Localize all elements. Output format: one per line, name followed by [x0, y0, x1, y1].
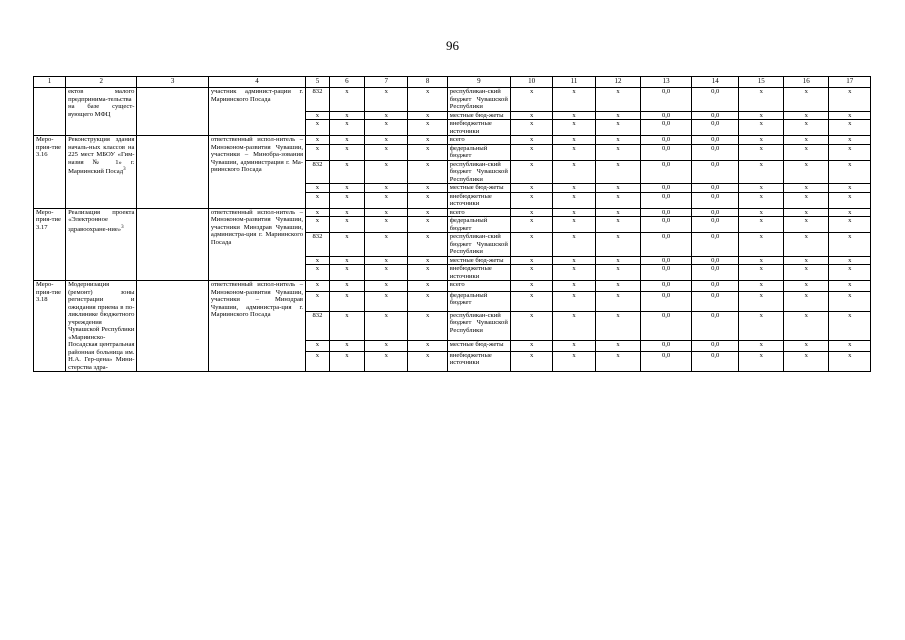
cell-c8: x [408, 265, 447, 281]
cell-c16: x [783, 311, 829, 340]
cell-c13: 0,0 [641, 88, 692, 112]
cell-c17: x [829, 208, 871, 217]
cell-c13: 0,0 [641, 233, 692, 257]
cell-c9: всего [447, 208, 510, 217]
cell-c5: x [306, 256, 330, 265]
cell-c14: 0,0 [691, 144, 739, 160]
cell-c5: 832 [306, 311, 330, 340]
cell-c5: 832 [306, 160, 330, 184]
cell-c12: x [595, 208, 641, 217]
cell-c9: всего [447, 136, 510, 145]
cell-c7: x [365, 88, 408, 112]
cell-c8: x [408, 111, 447, 120]
cell-c6: x [329, 233, 364, 257]
cell-c5: 832 [306, 88, 330, 112]
cell-c7: x [365, 160, 408, 184]
cell-c12: x [595, 341, 641, 352]
cell-c9: республикан-ский бюджет Чувашской Республики [447, 88, 510, 112]
cell-c12: x [595, 217, 641, 233]
cell-c14: 0,0 [691, 88, 739, 112]
cell-c5: x [306, 217, 330, 233]
cell-c17: x [829, 281, 871, 292]
cell-c11: x [553, 192, 595, 208]
cell-c9: федеральный бюджет [447, 144, 510, 160]
cell-c16: x [783, 217, 829, 233]
cell-c15: x [739, 192, 783, 208]
cell-c13: 0,0 [641, 120, 692, 136]
cell-c9: внебюджетные источники [447, 192, 510, 208]
cell-c7: x [365, 351, 408, 371]
measure-number-text: Меро-прия-тие 3.18 [36, 281, 61, 303]
measure-number [34, 208, 66, 281]
cell-c17: x [829, 233, 871, 257]
cell-c11: x [553, 311, 595, 340]
cell-c8: x [408, 120, 447, 136]
column-header-row [34, 77, 871, 88]
cell-c17: x [829, 256, 871, 265]
cell-c9: внебюджетные источники [447, 265, 510, 281]
cell-c10: x [510, 144, 552, 160]
cell-c12: x [595, 136, 641, 145]
cell-c15: x [739, 311, 783, 340]
cell-c17: x [829, 341, 871, 352]
cell-c7: x [365, 291, 408, 311]
cell-c16: x [783, 184, 829, 193]
cell-c5: x [306, 192, 330, 208]
cell-c11: x [553, 184, 595, 193]
measure-name-text: Реализация проекта «Электронное здравоохране-ние» [68, 208, 135, 233]
cell-c15: x [739, 281, 783, 292]
cell-c9: местные бюд-жеты [447, 184, 510, 193]
cell-c13: 0,0 [641, 281, 692, 292]
cell-c7: x [365, 256, 408, 265]
cell-c13: 0,0 [641, 311, 692, 340]
cell-c16: x [783, 291, 829, 311]
cell-c15: x [739, 88, 783, 112]
cell-c6: x [329, 136, 364, 145]
column-header-7: 7 [365, 77, 408, 88]
footnote-marker: 3 [123, 167, 126, 172]
cell-c15: x [739, 265, 783, 281]
column-header-8: 8 [408, 77, 447, 88]
cell-c7: x [365, 192, 408, 208]
measure-executors-text: ответственный испол-нитель – Минэконом-развития Чувашии, участники – Минобра-зования Чувашии, администрация г. Ма-риинского Посада [210, 136, 304, 173]
cell-c8: x [408, 192, 447, 208]
cell-c13: 0,0 [641, 341, 692, 352]
cell-c11: x [553, 160, 595, 184]
cell-c12: x [595, 233, 641, 257]
cell-c15: x [739, 184, 783, 193]
cell-c16: x [783, 208, 829, 217]
cell-c6: x [329, 120, 364, 136]
measure-column-3 [137, 88, 208, 136]
measure-name [66, 136, 137, 209]
cell-c7: x [365, 120, 408, 136]
cell-c12: x [595, 291, 641, 311]
measure-number-text: Меро-прия-тие 3.16 [36, 136, 61, 158]
cell-c11: x [553, 136, 595, 145]
cell-c11: x [553, 233, 595, 257]
cell-c9: республикан-ский бюджет Чувашской Республики [447, 160, 510, 184]
column-header-9: 9 [447, 77, 510, 88]
column-header-5: 5 [306, 77, 330, 88]
cell-c8: x [408, 217, 447, 233]
cell-c8: x [408, 351, 447, 371]
cell-c5: x [306, 208, 330, 217]
cell-c11: x [553, 351, 595, 371]
cell-c9: внебюджетные источники [447, 351, 510, 371]
cell-c14: 0,0 [691, 111, 739, 120]
cell-c16: x [783, 144, 829, 160]
cell-c16: x [783, 341, 829, 352]
cell-c14: 0,0 [691, 341, 739, 352]
cell-c17: x [829, 217, 871, 233]
measure-executors-text: ответственный испол-нитель – Минэконом-развития Чувашии, участники – Минздрав Чувашии, администра-ция г. Мариинского Посада [210, 281, 304, 318]
measure-executors [208, 281, 305, 372]
cell-c7: x [365, 208, 408, 217]
cell-c16: x [783, 192, 829, 208]
cell-c14: 0,0 [691, 217, 739, 233]
cell-c11: x [553, 291, 595, 311]
cell-c6: x [329, 160, 364, 184]
cell-c17: x [829, 291, 871, 311]
cell-c10: x [510, 160, 552, 184]
cell-c10: x [510, 351, 552, 371]
cell-c14: 0,0 [691, 291, 739, 311]
column-header-2: 2 [66, 77, 137, 88]
cell-c9: внебюджетные источники [447, 120, 510, 136]
cell-c6: x [329, 144, 364, 160]
cell-c10: x [510, 88, 552, 112]
cell-c7: x [365, 111, 408, 120]
cell-c10: x [510, 341, 552, 352]
cell-c8: x [408, 233, 447, 257]
cell-c13: 0,0 [641, 291, 692, 311]
cell-c12: x [595, 88, 641, 112]
cell-c15: x [739, 233, 783, 257]
cell-c11: x [553, 88, 595, 112]
cell-c13: 0,0 [641, 192, 692, 208]
cell-c11: x [553, 217, 595, 233]
cell-c12: x [595, 351, 641, 371]
cell-c16: x [783, 120, 829, 136]
cell-c6: x [329, 311, 364, 340]
cell-c14: 0,0 [691, 120, 739, 136]
cell-c14: 0,0 [691, 184, 739, 193]
program-table [33, 76, 871, 372]
cell-c5: x [306, 111, 330, 120]
measure-name-text: Модернизация (ремонт) зоны регистрации и ожидания приема в по-ликлинике бюджетного учреждения Чувашской Республики «Мариинско-Посадская центральная районная больница им. Н.А. Гер-цена» Мини-стерства здра- [68, 281, 135, 371]
cell-c16: x [783, 88, 829, 112]
cell-c6: x [329, 111, 364, 120]
measure-name [66, 281, 137, 372]
cell-c15: x [739, 208, 783, 217]
cell-c15: x [739, 111, 783, 120]
cell-c15: x [739, 217, 783, 233]
cell-c5: x [306, 184, 330, 193]
cell-c7: x [365, 233, 408, 257]
cell-c16: x [783, 136, 829, 145]
column-header-17: 17 [829, 77, 871, 88]
measure-executors [208, 88, 305, 136]
cell-c7: x [365, 217, 408, 233]
cell-c6: x [329, 256, 364, 265]
cell-c15: x [739, 256, 783, 265]
cell-c12: x [595, 311, 641, 340]
cell-c7: x [365, 136, 408, 145]
cell-c5: x [306, 341, 330, 352]
footnote-marker: 3 [121, 224, 124, 230]
cell-c13: 0,0 [641, 208, 692, 217]
cell-c13: 0,0 [641, 136, 692, 145]
table-row [34, 136, 871, 145]
cell-c12: x [595, 281, 641, 292]
cell-c9: республикан-ский бюджет Чувашской Республики [447, 233, 510, 257]
cell-c9: федеральный бюджет [447, 291, 510, 311]
cell-c16: x [783, 111, 829, 120]
cell-c11: x [553, 256, 595, 265]
measure-executors-text: участник админист-рации г. Мариинского Посада [210, 88, 304, 103]
cell-c9: местные бюд-жеты [447, 341, 510, 352]
cell-c7: x [365, 311, 408, 340]
cell-c6: x [329, 88, 364, 112]
cell-c6: x [329, 265, 364, 281]
measure-column-3 [137, 281, 208, 372]
cell-c10: x [510, 136, 552, 145]
column-header-3: 3 [137, 77, 208, 88]
cell-c16: x [783, 233, 829, 257]
cell-c12: x [595, 120, 641, 136]
cell-c5: 832 [306, 233, 330, 257]
cell-c6: x [329, 291, 364, 311]
cell-c17: x [829, 136, 871, 145]
cell-c9: республикан-ский бюджет Чувашской Республики [447, 311, 510, 340]
column-header-14: 14 [691, 77, 739, 88]
cell-c11: x [553, 341, 595, 352]
cell-c6: x [329, 208, 364, 217]
cell-c6: x [329, 341, 364, 352]
measure-executors-text: ответственный испол-нитель – Минэконом-развития Чувашии, участники Минздрав Чувашии, администра-ция г. Мариинского Посада [210, 208, 304, 246]
measure-executors [208, 136, 305, 209]
cell-c14: 0,0 [691, 265, 739, 281]
cell-c8: x [408, 256, 447, 265]
cell-c7: x [365, 265, 408, 281]
column-header-11: 11 [553, 77, 595, 88]
cell-c8: x [408, 341, 447, 352]
cell-c7: x [365, 184, 408, 193]
measure-column-3 [137, 136, 208, 209]
cell-c17: x [829, 311, 871, 340]
cell-c7: x [365, 341, 408, 352]
cell-c13: 0,0 [641, 217, 692, 233]
cell-c8: x [408, 88, 447, 112]
cell-c16: x [783, 256, 829, 265]
cell-c10: x [510, 111, 552, 120]
column-header-10: 10 [510, 77, 552, 88]
cell-c10: x [510, 184, 552, 193]
cell-c11: x [553, 208, 595, 217]
cell-c15: x [739, 136, 783, 145]
measure-number-text: Меро-прия-тие 3.17 [36, 208, 61, 231]
cell-c12: x [595, 192, 641, 208]
cell-c6: x [329, 184, 364, 193]
cell-c16: x [783, 281, 829, 292]
measure-name [66, 208, 137, 281]
cell-c17: x [829, 120, 871, 136]
column-header-4: 4 [208, 77, 305, 88]
cell-c14: 0,0 [691, 192, 739, 208]
cell-c5: x [306, 265, 330, 281]
measure-number [34, 88, 66, 136]
cell-c11: x [553, 281, 595, 292]
cell-c10: x [510, 281, 552, 292]
measure-name-text: Реконструкция здания началь-ных классов на 225 мест МБОУ «Гим-назия № 1» г. Мариинский Посад [68, 136, 135, 176]
column-header-13: 13 [641, 77, 692, 88]
cell-c14: 0,0 [691, 281, 739, 292]
cell-c10: x [510, 265, 552, 281]
measure-number [34, 281, 66, 372]
cell-c12: x [595, 144, 641, 160]
cell-c15: x [739, 144, 783, 160]
cell-c5: x [306, 281, 330, 292]
cell-c10: x [510, 256, 552, 265]
measure-name [66, 88, 137, 136]
cell-c10: x [510, 311, 552, 340]
cell-c7: x [365, 281, 408, 292]
cell-c6: x [329, 192, 364, 208]
cell-c10: x [510, 291, 552, 311]
cell-c14: 0,0 [691, 233, 739, 257]
cell-c15: x [739, 291, 783, 311]
cell-c8: x [408, 160, 447, 184]
cell-c10: x [510, 192, 552, 208]
cell-c14: 0,0 [691, 208, 739, 217]
table-row [34, 208, 871, 217]
cell-c14: 0,0 [691, 256, 739, 265]
measure-number [34, 136, 66, 209]
cell-c10: x [510, 120, 552, 136]
cell-c16: x [783, 351, 829, 371]
cell-c17: x [829, 184, 871, 193]
cell-c11: x [553, 120, 595, 136]
cell-c10: x [510, 208, 552, 217]
cell-c5: x [306, 144, 330, 160]
cell-c5: x [306, 291, 330, 311]
cell-c14: 0,0 [691, 160, 739, 184]
cell-c8: x [408, 281, 447, 292]
cell-c15: x [739, 351, 783, 371]
cell-c16: x [783, 265, 829, 281]
cell-c14: 0,0 [691, 351, 739, 371]
cell-c15: x [739, 341, 783, 352]
cell-c13: 0,0 [641, 144, 692, 160]
cell-c17: x [829, 144, 871, 160]
column-header-12: 12 [595, 77, 641, 88]
cell-c8: x [408, 291, 447, 311]
cell-c8: x [408, 311, 447, 340]
column-header-1: 1 [34, 77, 66, 88]
cell-c15: x [739, 120, 783, 136]
cell-c13: 0,0 [641, 265, 692, 281]
cell-c12: x [595, 184, 641, 193]
cell-c12: x [595, 160, 641, 184]
cell-c17: x [829, 351, 871, 371]
cell-c17: x [829, 111, 871, 120]
cell-c10: x [510, 217, 552, 233]
column-header-16: 16 [783, 77, 829, 88]
table-row [34, 88, 871, 112]
cell-c11: x [553, 144, 595, 160]
cell-c7: x [365, 144, 408, 160]
measure-name-text: ектов малого предпринима-тельства на базе сущест-вующего МФЦ [68, 88, 135, 118]
measure-column-3 [137, 208, 208, 281]
page-number: 96 [446, 38, 459, 53]
cell-c5: x [306, 136, 330, 145]
cell-c13: 0,0 [641, 351, 692, 371]
cell-c6: x [329, 351, 364, 371]
cell-c11: x [553, 265, 595, 281]
cell-c10: x [510, 233, 552, 257]
cell-c8: x [408, 144, 447, 160]
cell-c14: 0,0 [691, 311, 739, 340]
cell-c17: x [829, 160, 871, 184]
cell-c9: местные бюд-жеты [447, 111, 510, 120]
column-header-15: 15 [739, 77, 783, 88]
cell-c8: x [408, 184, 447, 193]
cell-c14: 0,0 [691, 136, 739, 145]
cell-c9: всего [447, 281, 510, 292]
cell-c6: x [329, 217, 364, 233]
cell-c9: местные бюд-жеты [447, 256, 510, 265]
cell-c5: x [306, 351, 330, 371]
cell-c11: x [553, 111, 595, 120]
cell-c5: x [306, 120, 330, 136]
cell-c15: x [739, 160, 783, 184]
cell-c17: x [829, 88, 871, 112]
cell-c17: x [829, 265, 871, 281]
cell-c9: федеральный бюджет [447, 217, 510, 233]
cell-c12: x [595, 111, 641, 120]
cell-c13: 0,0 [641, 184, 692, 193]
cell-c12: x [595, 265, 641, 281]
column-header-6: 6 [329, 77, 364, 88]
cell-c16: x [783, 160, 829, 184]
cell-c6: x [329, 281, 364, 292]
table-row [34, 281, 871, 292]
cell-c13: 0,0 [641, 256, 692, 265]
cell-c12: x [595, 256, 641, 265]
cell-c13: 0,0 [641, 160, 692, 184]
cell-c17: x [829, 192, 871, 208]
cell-c13: 0,0 [641, 111, 692, 120]
cell-c8: x [408, 208, 447, 217]
cell-c8: x [408, 136, 447, 145]
measure-executors [208, 208, 305, 281]
